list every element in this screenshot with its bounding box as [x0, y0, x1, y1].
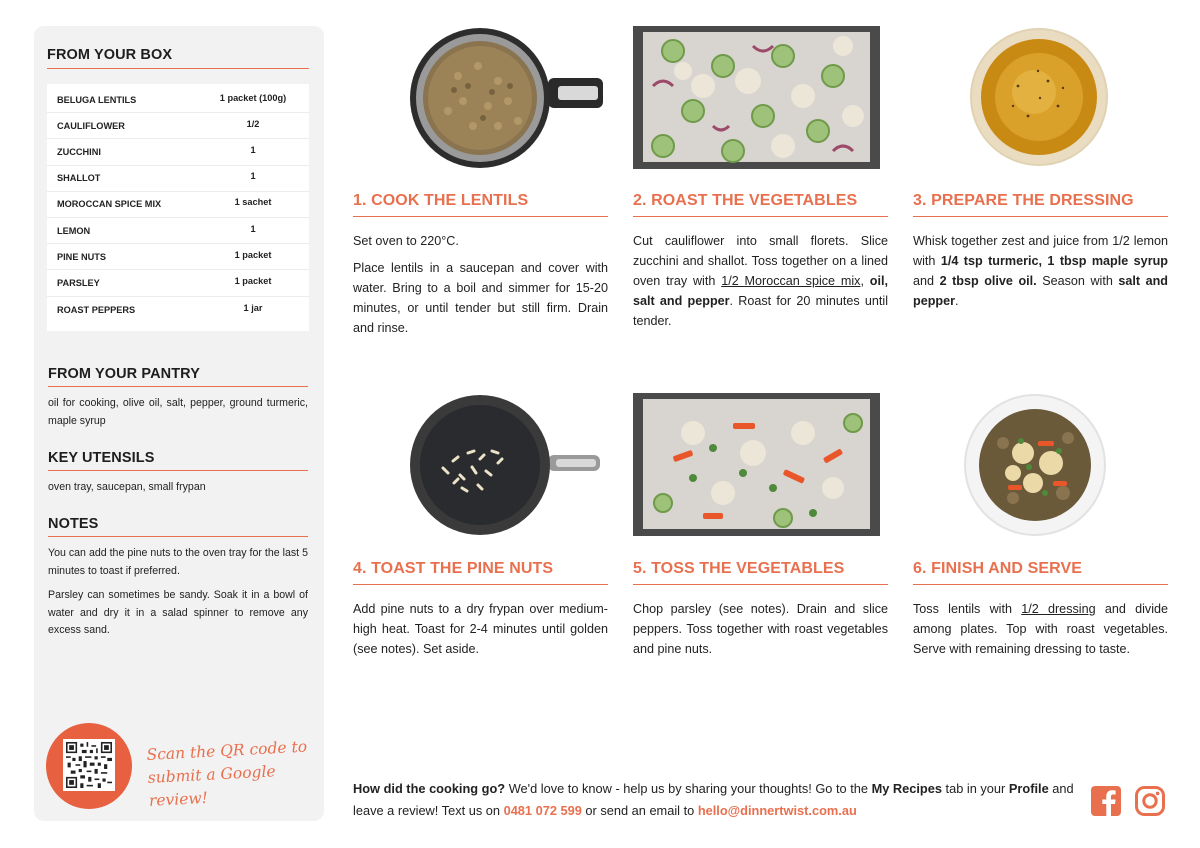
table-row: [47, 218, 309, 244]
ingredient-qty: 1/2: [246, 118, 260, 129]
footer-text: or send an email to: [581, 803, 698, 818]
step-text-bold: salt and pepper: [913, 274, 1169, 308]
instagram-icon[interactable]: [1134, 785, 1166, 817]
table-row: [47, 87, 309, 113]
ingredient-qty: 1: [250, 171, 256, 182]
table-row: [47, 192, 309, 218]
step-6: [913, 560, 1168, 659]
qr-cta-text: [146, 735, 327, 813]
sidebar-panel: [34, 26, 324, 821]
tossed-vegetables-image: [633, 393, 880, 536]
step-text: Season with: [1036, 274, 1119, 288]
footer-text-bold: My Recipes: [871, 781, 942, 796]
ingredient-qty: 1 jar: [243, 302, 263, 313]
step-body: [913, 231, 1168, 311]
ingredient-name: MOROCCAN SPICE MIX: [57, 199, 162, 210]
footer-text-bold: How did the cooking go?: [353, 781, 506, 796]
ingredient-qty: 1 sachet: [234, 197, 272, 208]
ingredient-qty: 1 packet: [234, 249, 272, 260]
qr-code-icon[interactable]: [63, 739, 115, 791]
notes-section: [48, 516, 308, 640]
feedback-footer: [353, 778, 1083, 822]
footer-text: tab in your: [941, 781, 1009, 796]
ingredient-name: PARSLEY: [57, 277, 100, 288]
step-text: Chop parsley (see notes). Drain and slice peppers. Toss together with roast vegetables and pine nuts.: [633, 602, 888, 656]
step-text: Whisk together zest and juice from 1/2 lemon with: [913, 234, 1168, 268]
step-text-bold: 1/4 tsp turmeric, 1 tbsp maple syrup: [940, 254, 1168, 268]
roasting-vegetables-image: [633, 26, 880, 169]
step-body: [913, 599, 1168, 659]
step-text-underlined: 1/2 dressing: [1021, 602, 1096, 616]
step-text: .: [955, 294, 959, 308]
step-text: Cut cauliflower into small florets. Slice zucchini and shallot. Toss together on a lined oven tray with: [633, 234, 888, 288]
step-text: and divide among plates. Top with roast vegetables. Serve with remaining dressing to taste.: [913, 602, 1169, 656]
step-text-underlined: 1/2 Moroccan spice mix: [721, 274, 861, 288]
step-2: [633, 192, 888, 331]
note-item: You can add the pine nuts to the oven tray for the last 5 minutes to toast if preferred.: [48, 547, 308, 577]
ingredient-name: SHALLOT: [57, 173, 101, 184]
note-item: Parsley can sometimes be sandy. Soak it in a bowl of water and dry it in a salad spinner to remove any excess sand.: [48, 589, 308, 636]
ingredient-qty: 1: [250, 144, 256, 155]
finished-plate-image: [963, 393, 1108, 536]
phone-link[interactable]: 0481 072 599: [503, 803, 582, 818]
step-text: Add pine nuts to a dry frypan over medium-high heat. Toast for 2-4 minutes until golden (see notes). Set aside.: [353, 602, 608, 656]
facebook-icon[interactable]: [1090, 785, 1122, 817]
footer-text: We'd love to know - help us by sharing your thoughts! Go to the: [505, 781, 872, 796]
table-row: [47, 139, 309, 165]
step-4: [353, 560, 608, 659]
notes-text: [48, 545, 308, 640]
step-text: . Roast for 20 minutes until tender.: [633, 294, 889, 328]
lentils-strainer-image: [388, 26, 603, 169]
ingredient-name: ZUCCHINI: [57, 146, 101, 157]
footer-text-bold: Profile: [1008, 781, 1049, 796]
table-row: [47, 113, 309, 139]
step-title: 6. FINISH AND SERVE: [913, 560, 1168, 585]
table-row: [47, 244, 309, 270]
ingredients-table: [47, 84, 309, 331]
step-title: 1. COOK THE LENTILS: [353, 192, 608, 217]
pantry-section: [48, 366, 308, 430]
ingredient-name: BELUGA LENTILS: [57, 94, 137, 105]
qr-badge: [46, 723, 132, 809]
from-your-box-heading: FROM YOUR BOX: [47, 47, 309, 69]
pantry-text: oil for cooking, olive oil, salt, pepper, ground turmeric, maple syrup: [48, 397, 308, 427]
step-title: 4. TOAST THE PINE NUTS: [353, 560, 608, 585]
footer-text: and leave a review! Text us on: [353, 781, 1074, 818]
pine-nuts-frypan-image: [388, 393, 603, 536]
step-body: [633, 599, 888, 659]
step-body: [633, 231, 888, 331]
qr-cta-line: submit a Google review!: [147, 762, 277, 810]
step-title: 3. PREPARE THE DRESSING: [913, 192, 1168, 217]
step-text: and: [913, 274, 940, 288]
step-text-bold: 2 tbsp olive oil.: [939, 274, 1037, 288]
utensils-heading: KEY UTENSILS: [48, 450, 308, 471]
qr-cta-line: Scan the QR code to: [146, 737, 308, 764]
step-text: Place lentils in a saucepan and cover with water. Bring to a boil and simmer for 15-20 minutes, or until tender but still firm. Drain and rinse.: [353, 261, 608, 335]
step-text: Set oven to 220°C.: [353, 234, 459, 248]
ingredient-name: PINE NUTS: [57, 251, 107, 262]
step-1: [353, 192, 608, 338]
ingredient-qty: 1: [250, 223, 256, 234]
table-row: [47, 270, 309, 296]
table-row: [47, 297, 309, 323]
ingredient-qty: 1 packet (100g): [219, 92, 287, 103]
email-link[interactable]: hello@dinnertwist.com.au: [697, 803, 857, 818]
notes-heading: NOTES: [48, 516, 308, 537]
ingredient-name: ROAST PEPPERS: [57, 304, 136, 315]
step-body: [353, 599, 608, 659]
step-3: [913, 192, 1168, 311]
utensils-section: [48, 450, 308, 497]
step-title: 2. ROAST THE VEGETABLES: [633, 192, 888, 217]
ingredient-name: CAULIFLOWER: [57, 120, 125, 131]
utensils-text: oven tray, saucepan, small frypan: [48, 481, 206, 493]
step-text: ,: [860, 274, 870, 288]
step-text: Toss lentils with: [913, 602, 1022, 616]
table-row: [47, 166, 309, 192]
ingredient-name: LEMON: [57, 225, 91, 236]
step-text-bold: oil, salt and pepper: [633, 274, 888, 308]
step-title: 5. TOSS THE VEGETABLES: [633, 560, 888, 585]
ingredient-qty: 1 packet: [234, 275, 272, 286]
dressing-bowl-image: [968, 26, 1110, 169]
step-body: [353, 231, 608, 338]
pantry-heading: FROM YOUR PANTRY: [48, 366, 308, 387]
step-5: [633, 560, 888, 659]
